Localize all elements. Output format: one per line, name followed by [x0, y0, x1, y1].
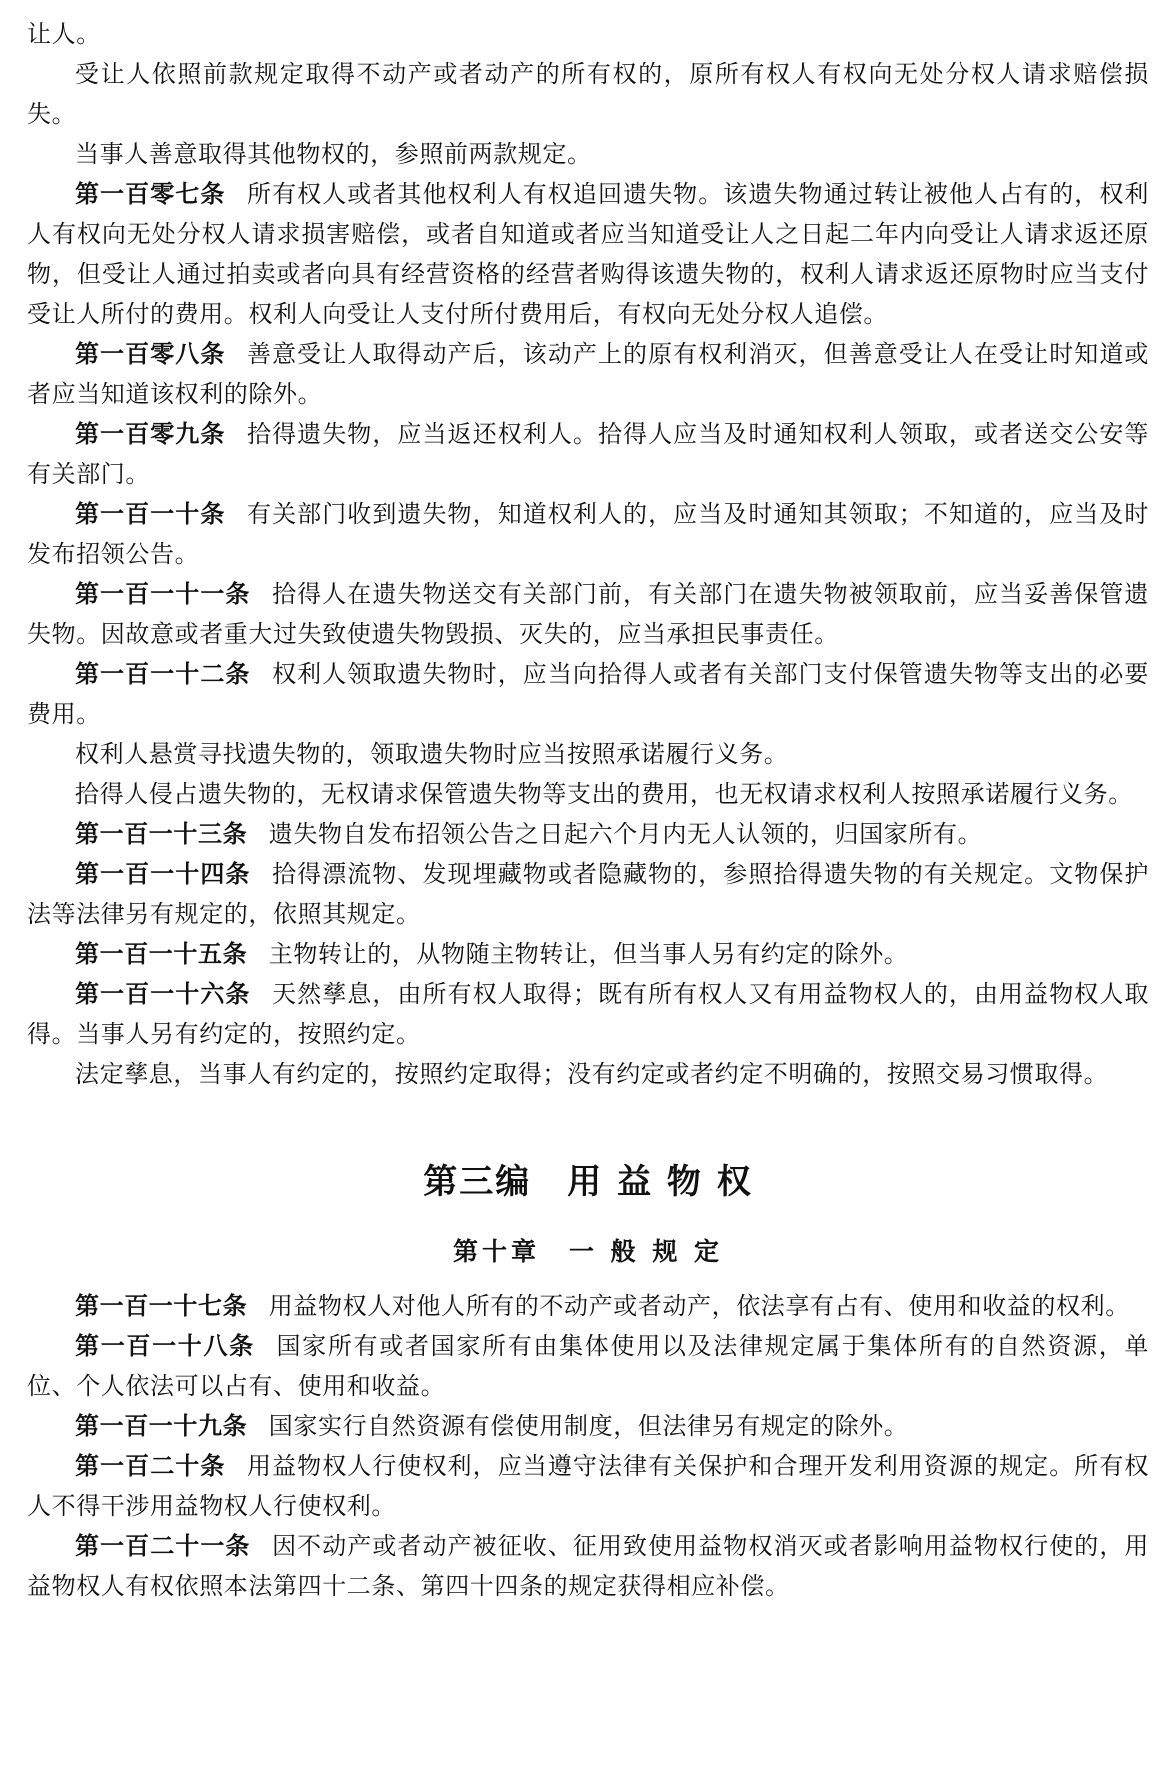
article-label: 第一百一十一条 — [75, 580, 251, 608]
article-text: 所有权人或者其他权利人有权追回遗失物。该遗失物通过转让被他人占有的，权利人有权向无处分权人请求损害赔偿，或者自知道或者应当知道受让人之日起二年内向受让人请求返还原物，但受让人通过拍卖或者向具有经营资格的经营者购得该遗失物的，权利人请求返还原物时应当支付受让人所付的费用。权利人向受让人支付所付费用后，有权向无处分权人追偿。 — [27, 180, 1149, 328]
chapter-title: 第十章 一 般 规 定 — [452, 1237, 724, 1266]
article-text: 遗失物自发布招领公告之日起六个月内无人认领的，归国家所有。 — [268, 820, 983, 848]
article-text: 权利人领取遗失物时，应当向拾得人或者有关部门支付保管遗失物等支出的必要费用。 — [27, 660, 1149, 728]
article-label: 第一百一十五条 — [75, 940, 248, 968]
article-label: 第一百一十四条 — [75, 860, 251, 888]
article-109 — [27, 414, 1149, 494]
article-text: 天然孳息，由所有权人取得；既有所有权人又有用益物权人的，由用益物权人取得。当事人另有约定的，按照约定。 — [27, 980, 1149, 1048]
article-label: 第一百一十七条 — [75, 1292, 248, 1320]
paragraph-continuation: 让人。 — [27, 20, 101, 48]
article-text: 用益物权人行使权利，应当遵守法律有关保护和合理开发利用资源的规定。所有权人不得干涉用益物权人行使权利。 — [27, 1452, 1149, 1520]
paragraph: 权利人悬赏寻找遗失物的，领取遗失物时应当按照承诺履行义务。 — [75, 740, 789, 768]
article-121 — [27, 1526, 1149, 1606]
article-label: 第一百零九条 — [75, 420, 226, 448]
article-text: 拾得人在遗失物送交有关部门前，有关部门在遗失物被领取前，应当妥善保管遗失物。因故意或者重大过失致使遗失物毁损、灭失的，应当承担民事责任。 — [27, 580, 1149, 648]
article-108 — [27, 334, 1149, 414]
article-text: 因不动产或者动产被征收、征用致使用益物权消灭或者影响用益物权行使的，用益物权人有权依照本法第四十二条、第四十四条的规定获得相应补偿。 — [27, 1532, 1149, 1600]
article-label: 第一百二十一条 — [75, 1532, 251, 1560]
article-label: 第一百一十八条 — [75, 1332, 255, 1360]
article-text: 拾得漂流物、发现埋藏物或者隐藏物的，参照拾得遗失物的有关规定。文物保护法等法律另有规定的，依照其规定。 — [27, 860, 1149, 928]
paragraph: 法定孳息，当事人有约定的，按照约定取得；没有约定或者约定不明确的，按照交易习惯取得。 — [75, 1060, 1109, 1088]
article-107 — [27, 174, 1149, 334]
article-label: 第一百一十条 — [75, 500, 226, 528]
article-label: 第一百一十三条 — [75, 820, 248, 848]
article-119 — [27, 1406, 1149, 1446]
article-text: 有关部门收到遗失物，知道权利人的，应当及时通知其领取；不知道的，应当及时发布招领公告。 — [27, 500, 1149, 568]
paragraph: 受让人依照前款规定取得不动产或者动产的所有权的，原所有权人有权向无处分权人请求赔偿损失。 — [27, 60, 1149, 128]
article-text: 国家实行自然资源有偿使用制度，但法律另有规定的除外。 — [268, 1412, 909, 1440]
article-113 — [27, 814, 1149, 854]
document-page — [27, 14, 1149, 1606]
article-118 — [27, 1326, 1149, 1406]
article-117 — [27, 1286, 1149, 1326]
paragraph: 当事人善意取得其他物权的，参照前两款规定。 — [75, 140, 592, 168]
part-title: 第三编 用 益 物 权 — [423, 1162, 753, 1202]
article-text: 拾得遗失物，应当返还权利人。拾得人应当及时通知权利人领取，或者送交公安等有关部门。 — [27, 420, 1149, 488]
article-text: 国家所有或者国家所有由集体使用以及法律规定属于集体所有的自然资源，单位、个人依法可以占有、使用和收益。 — [27, 1332, 1149, 1400]
article-115 — [27, 934, 1149, 974]
paragraph: 拾得人侵占遗失物的，无权请求保管遗失物等支出的费用，也无权请求权利人按照承诺履行义务。 — [75, 780, 1133, 808]
article-110 — [27, 494, 1149, 574]
article-label: 第一百二十条 — [75, 1452, 226, 1480]
article-label: 第一百一十二条 — [75, 660, 251, 688]
article-label: 第一百一十九条 — [75, 1412, 248, 1440]
article-text: 主物转让的，从物随主物转让，但当事人另有约定的除外。 — [268, 940, 909, 968]
article-120 — [27, 1446, 1149, 1526]
article-112 — [27, 654, 1149, 734]
article-114 — [27, 854, 1149, 934]
article-111 — [27, 574, 1149, 654]
article-label: 第一百零八条 — [75, 340, 226, 368]
article-label: 第一百零七条 — [75, 180, 226, 208]
article-label: 第一百一十六条 — [75, 980, 251, 1008]
article-116 — [27, 974, 1149, 1054]
article-text: 用益物权人对他人所有的不动产或者动产，依法享有占有、使用和收益的权利。 — [268, 1292, 1130, 1320]
article-text: 善意受让人取得动产后，该动产上的原有权利消灭，但善意受让人在受让时知道或者应当知道该权利的除外。 — [27, 340, 1149, 408]
